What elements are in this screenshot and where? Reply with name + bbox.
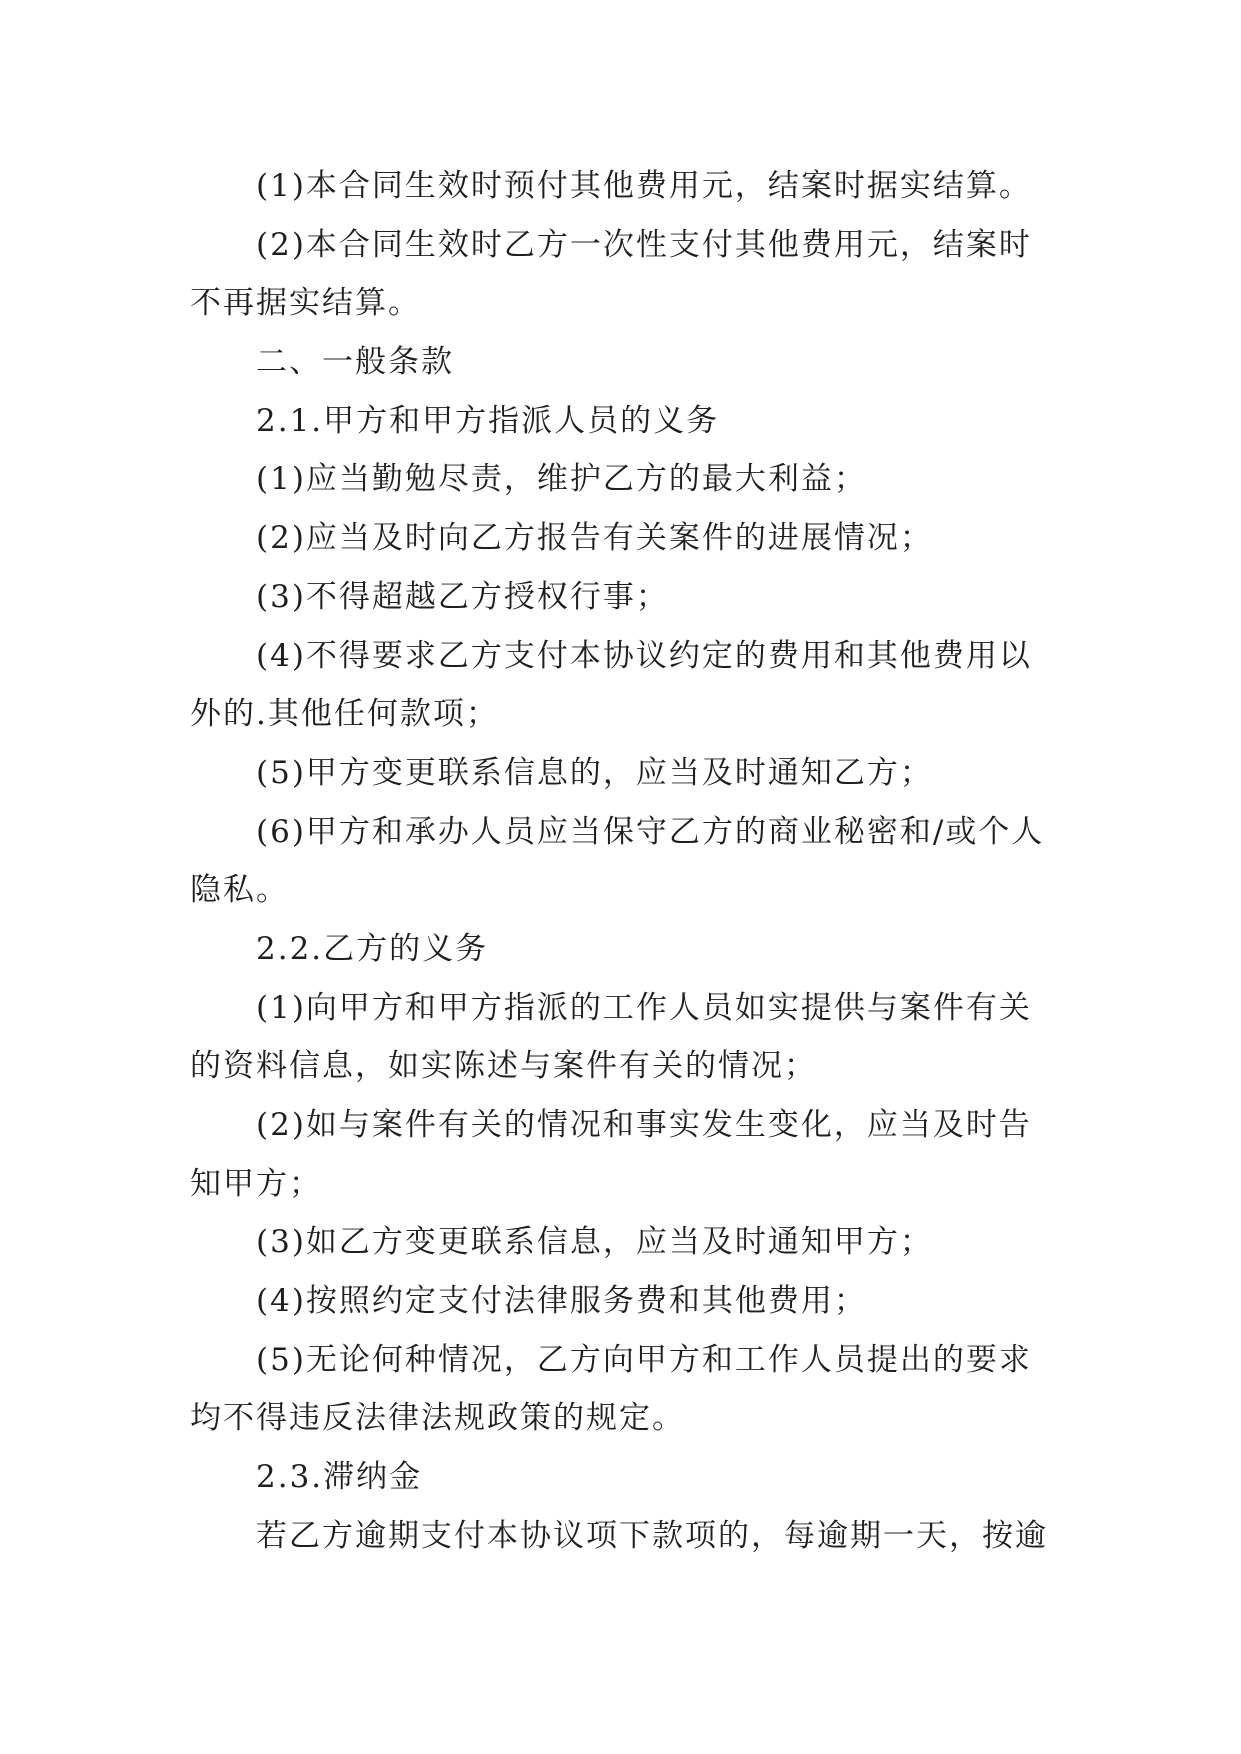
- section-heading: 二、一般条款: [256, 344, 454, 380]
- paragraph-line: (1)向甲方和甲方指派的工作人员如实提供与案件有关: [256, 990, 1032, 1026]
- paragraph-line: (2)应当及时向乙方报告有关案件的进展情况；: [256, 520, 933, 556]
- paragraph-line: 外的.其他任何款项；: [190, 696, 499, 732]
- subsection-heading: 2.2.乙方的义务: [256, 931, 489, 967]
- paragraph-line: (3)如乙方变更联系信息，应当及时通知甲方；: [256, 1224, 933, 1260]
- subsection-heading: 2.1.甲方和甲方指派人员的义务: [256, 403, 720, 439]
- paragraph-line: (4)不得要求乙方支付本协议约定的费用和其他费用以: [256, 638, 1032, 674]
- paragraph-line: 若乙方逾期支付本协议项下款项的，每逾期一天，按逾: [256, 1518, 1048, 1554]
- paragraph-line: 知甲方；: [190, 1166, 322, 1202]
- paragraph-line: (1)应当勤勉尽责，维护乙方的最大利益；: [256, 461, 867, 497]
- paragraph-line: (4)按照约定支付法律服务费和其他费用；: [256, 1283, 867, 1319]
- paragraph-line: 均不得违反法律法规政策的规定。: [190, 1400, 685, 1436]
- paragraph-line: (1)本合同生效时预付其他费用元，结案时据实结算。: [256, 168, 1032, 204]
- paragraph-line: (2)如与案件有关的情况和事实发生变化，应当及时告: [256, 1107, 1032, 1143]
- paragraph-line: (2)本合同生效时乙方一次性支付其他费用元，结案时: [256, 227, 1032, 263]
- subsection-heading: 2.3.滞纳金: [256, 1459, 423, 1495]
- paragraph-line: (6)甲方和承办人员应当保守乙方的商业秘密和/或个人: [256, 814, 1045, 850]
- paragraph-line: 的资料信息，如实陈述与案件有关的情况；: [190, 1048, 817, 1084]
- paragraph-line: (5)甲方变更联系信息的，应当及时通知乙方；: [256, 755, 933, 791]
- paragraph-line: 不再据实结算。: [190, 285, 421, 321]
- paragraph-line: 隐私。: [190, 872, 289, 908]
- paragraph-line: (3)不得超越乙方授权行事；: [256, 579, 669, 615]
- paragraph-line: (5)无论何种情况，乙方向甲方和工作人员提出的要求: [256, 1342, 1032, 1378]
